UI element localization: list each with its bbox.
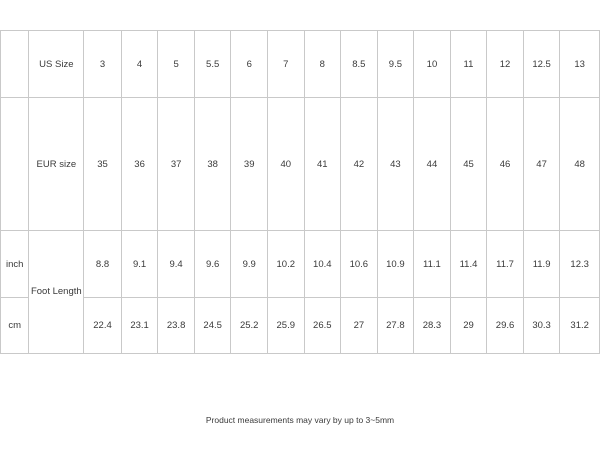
cell-inch-14: 12.3 (560, 231, 600, 298)
cell-inch-8: 10.6 (341, 231, 378, 298)
cell-us-11: 11 (450, 31, 487, 98)
cell-us-8: 8.5 (341, 31, 378, 98)
cell-cm-11: 29 (450, 298, 487, 354)
cell-eur-13: 47 (523, 98, 560, 231)
cell-us-5: 6 (231, 31, 268, 98)
cell-eur-3: 37 (158, 98, 195, 231)
size-chart-table (0, 30, 600, 354)
table-row-us-size (1, 31, 600, 98)
table-row-inch (1, 231, 600, 298)
table-row-cm (1, 298, 600, 354)
cell-us-1: 3 (84, 31, 122, 98)
cell-cm-10: 28.3 (414, 298, 451, 354)
cell-us-6: 7 (267, 31, 304, 98)
cell-eur-5: 39 (231, 98, 268, 231)
cell-us-2: 4 (121, 31, 158, 98)
cell-inch-1: 8.8 (84, 231, 122, 298)
row-label-eur-size: EUR size (29, 98, 84, 231)
cell-eur-4: 38 (194, 98, 231, 231)
cell-us-14: 13 (560, 31, 600, 98)
cell-us-3: 5 (158, 31, 195, 98)
cell-inch-2: 9.1 (121, 231, 158, 298)
cell-cm-3: 23.8 (158, 298, 195, 354)
cell-inch-11: 11.4 (450, 231, 487, 298)
unit-label-cm: cm (1, 298, 29, 354)
cell-inch-6: 10.2 (267, 231, 304, 298)
cell-cm-2: 23.1 (121, 298, 158, 354)
cell-eur-7: 41 (304, 98, 341, 231)
measurement-note: Product measurements may vary by up to 3~5mm (205, 415, 395, 425)
cell-cm-8: 27 (341, 298, 378, 354)
cell-inch-12: 11.7 (487, 231, 524, 298)
cell-us-10: 10 (414, 31, 451, 98)
cell-eur-1: 35 (84, 98, 122, 231)
size-chart (0, 30, 600, 354)
cell-cm-1: 22.4 (84, 298, 122, 354)
cell-eur-9: 43 (377, 98, 414, 231)
cell-cm-6: 25.9 (267, 298, 304, 354)
cell-cm-14: 31.2 (560, 298, 600, 354)
cell-inch-13: 11.9 (523, 231, 560, 298)
cell-us-13: 12.5 (523, 31, 560, 98)
cell-cm-4: 24.5 (194, 298, 231, 354)
table-row-eur-size (1, 98, 600, 231)
cell-eur-14: 48 (560, 98, 600, 231)
cell-inch-3: 9.4 (158, 231, 195, 298)
cell-us-4: 5.5 (194, 31, 231, 98)
cell-inch-5: 9.9 (231, 231, 268, 298)
cell-eur-10: 44 (414, 98, 451, 231)
cell-cm-7: 26.5 (304, 298, 341, 354)
cell-eur-11: 45 (450, 98, 487, 231)
cell-cm-12: 29.6 (487, 298, 524, 354)
row-spacer-us (1, 31, 29, 98)
row-label-us-size: US Size (29, 31, 84, 98)
row-spacer-eur (1, 98, 29, 231)
cell-inch-4: 9.6 (194, 231, 231, 298)
cell-cm-13: 30.3 (523, 298, 560, 354)
cell-us-7: 8 (304, 31, 341, 98)
cell-cm-5: 25.2 (231, 298, 268, 354)
cell-eur-2: 36 (121, 98, 158, 231)
cell-eur-6: 40 (267, 98, 304, 231)
row-label-foot-length: Foot Length (29, 231, 84, 354)
cell-eur-12: 46 (487, 98, 524, 231)
cell-inch-9: 10.9 (377, 231, 414, 298)
cell-us-9: 9.5 (377, 31, 414, 98)
cell-inch-10: 11.1 (414, 231, 451, 298)
cell-inch-7: 10.4 (304, 231, 341, 298)
unit-label-inch: inch (1, 231, 29, 298)
cell-cm-9: 27.8 (377, 298, 414, 354)
cell-us-12: 12 (487, 31, 524, 98)
cell-eur-8: 42 (341, 98, 378, 231)
